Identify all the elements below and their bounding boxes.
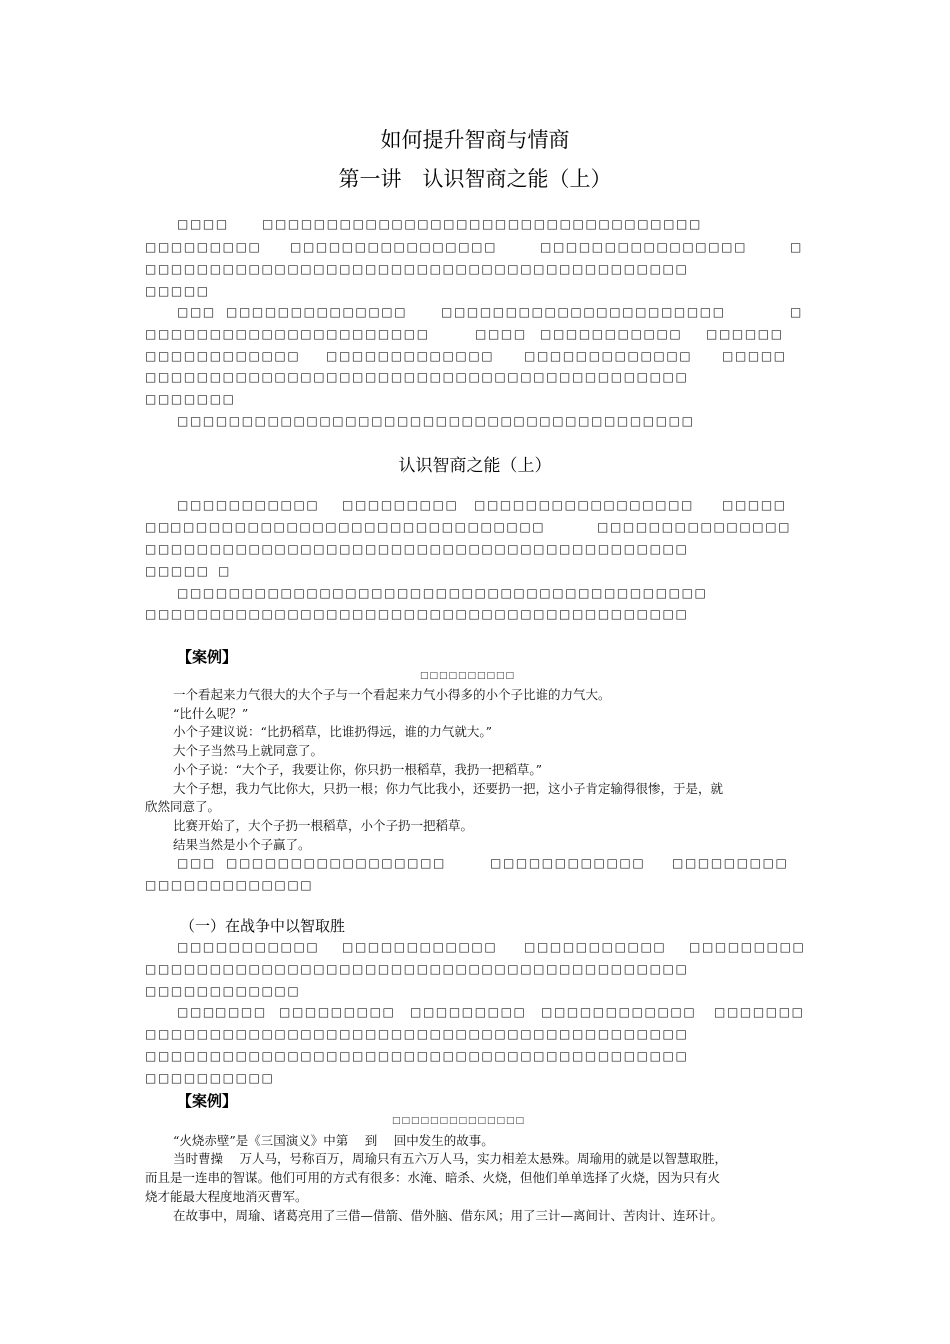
text-run: □□□□□□□□□□□	[177, 498, 320, 512]
text-run: □□□□□□□□□□□□□	[326, 349, 495, 363]
text-run: □□□□□□□□□	[342, 498, 459, 512]
paragraph-line: □□□□□	[145, 284, 210, 298]
case-text-line: “比什么呢？”	[173, 706, 249, 721]
case-caption: □□□□□□□□□□	[420, 671, 516, 681]
paragraph-line: □□□□□□□□□□□□□□□□□□□□□□□□□□□□□□□□□□□□□□□□	[177, 414, 695, 428]
text-run: □□□□□□□□□□□□□□□□	[540, 240, 748, 254]
case-text-line: 小个子建议说：“比扔稻草，比谁扔得远，谁的力气就大。”	[173, 724, 493, 739]
case-label: 【案例】	[177, 1092, 238, 1110]
paragraph-line: □□□□□□□□□□□□□□□□□□□□□□□□□□□□□□□□□□□□□□□□□□	[145, 962, 689, 976]
text-run: □	[218, 564, 231, 578]
text-run: □□□□□□□□□□□	[524, 940, 667, 954]
text-run: □□□□□□□□□	[672, 856, 789, 870]
text-run: □□□□□□□□□□□□□□□□□□□□□□□□□□□□□□□□□□	[262, 217, 702, 231]
text-run: □□□□	[475, 327, 527, 341]
text-run: □□□□□	[722, 498, 787, 512]
case-text-line: 一个看起来力气很大的大个子与一个看起来力气小得多的小个子比谁的力气大。	[173, 687, 611, 702]
document-title: 如何提升智商与情商	[380, 128, 570, 152]
text-run: □□□□□□	[706, 327, 784, 341]
text-run: □□□□□□□□□□□□□□□□□□□□□□□□□□□□□	[170, 520, 546, 534]
text-run: □□□	[177, 305, 216, 319]
text-run: □□□□□□□□□□□□□□□□□□□□□□	[145, 327, 430, 341]
text-run: □□□□□□□□□□□□□□□□□	[474, 498, 694, 512]
paragraph-line: □□□□□□□□□□□□□□□□□□□□□□□□□□□□□□□□□□□□□□□□□□	[145, 262, 689, 276]
text-run: □□□□□□□□□□□□	[541, 1005, 697, 1019]
paragraph-line: □□□□□□□□□□□□□□□□□□□□□□□□□□□□□□□□□□□□□□□□□	[177, 586, 708, 600]
text-run: □□□□	[215, 1005, 267, 1019]
paragraph-line: □□□□□□□□□□□□□	[145, 878, 314, 892]
paragraph-line: □□□□□□□□□□	[145, 1071, 275, 1085]
subsection-title: （一）在战争中以智取胜	[180, 917, 346, 935]
text-run: □□□□□□□□□□□□	[490, 856, 646, 870]
paragraph-line: □□□□□□□□□□□□□□□□□□□□□□□□□□□□□□□□□□□□□□□□□□	[145, 370, 689, 384]
text-run: □□□□□□□□□□□	[177, 940, 320, 954]
text-run: □□□□□	[722, 349, 787, 363]
lecture-title: 第一讲 认识智商之能（上）	[338, 167, 612, 191]
case-text-line: 烧才能最大程度地消灭曹军。	[145, 1189, 308, 1204]
paragraph-line: □□□□□□□□□□□□□□□□□□□□□□□□□□□□□□□□□□□□□□□□□□	[145, 1049, 689, 1063]
section-title: 认识智商之能（上）	[398, 456, 552, 476]
paragraph-line: □□□□□□□□□□□□□□□□□□□□□□□□□□□□□□□□□□□□□□□□□□	[145, 1027, 689, 1041]
text-run: □□□□□□□□□	[279, 1005, 396, 1019]
case-text-line: 在故事中，周瑜、诸葛亮用了三借—借箭、借外脑、借东风；用了三计—离间计、苦肉计、连环计。	[173, 1208, 724, 1223]
text-run: □□	[145, 520, 171, 534]
text-run: □□□	[177, 856, 216, 870]
text-run: □□□□□	[145, 564, 210, 578]
text-run: □	[790, 305, 803, 319]
text-run: □□□□□□□□□□□	[540, 327, 683, 341]
case-text-line: 比赛开始了，大个子扔一根稻草，小个子扔一把稻草。	[173, 818, 474, 833]
text-run: □□□□□□□□□□□□□□□□□	[226, 856, 446, 870]
paragraph-line: □□□□□□□□□□□□□□□□□□□□□□□□□□□□□□□□□□□□□□□□□□	[145, 542, 689, 556]
paragraph-line: □□□□□□□□□□□□	[145, 984, 301, 998]
paragraph-line: □□□□□□□	[145, 392, 236, 406]
text-run: □□□□□□□	[714, 1005, 805, 1019]
text-run: □□□□□□□□□□□□□□	[226, 305, 408, 319]
case-caption: □□□□□□□□□□□□□□	[392, 1116, 526, 1126]
case-label: 【案例】	[177, 648, 238, 666]
case-text-line: 欣然同意了。	[145, 799, 221, 814]
text-run: □□□□□□□□□□□□	[342, 940, 498, 954]
paragraph-line: □□□□□□□□□□□□□□□□□□□□□□□□□□□□□□□□□□□□□□□□□□	[145, 607, 689, 621]
text-run: □□□□□□□□□□□□	[145, 349, 301, 363]
text-run: □□□□	[177, 217, 229, 231]
text-run: □□□□□□□□□□□□□□□	[597, 520, 792, 534]
text-run: □□□□□□□□□	[145, 240, 262, 254]
text-run: □□□□□□□□□□□□□□□□	[290, 240, 498, 254]
text-run: □□□□□□□□□□□□□	[524, 349, 693, 363]
case-text-line: 当时曹操 万人马，号称百万，周瑜只有五六万人马，实力相差太悬殊。周瑜用的就是以智慧取胜，	[173, 1151, 727, 1166]
case-text-line: 小个子说：“大个子，我要让你，你只扔一根稻草，我扔一把稻草。”	[173, 762, 543, 777]
text-run: □□□□□□□□□	[410, 1005, 527, 1019]
text-run: □□□	[177, 1005, 216, 1019]
case-text-line: 大个子想，我力气比你大，只扔一根；你力气比我小，还要扔一把，这小子肯定输得很惨，于是，就	[173, 781, 724, 796]
case-text-line: “火烧赤壁”是《三国演义》中第 到 回中发生的故事。	[173, 1133, 494, 1148]
case-text-line: 而且是一连串的智谋。他们可用的方式有很多：水淹、暗杀、火烧，但他们单单选择了火烧，因为只有火	[145, 1170, 721, 1185]
text-run: □□□□□□□□□□□□□□□□□□□□□□	[441, 305, 726, 319]
text-run: □	[790, 240, 803, 254]
text-run: □□□□□□□□□	[689, 940, 806, 954]
case-text-line: 结果当然是小个子赢了。	[173, 837, 311, 852]
case-text-line: 大个子当然马上就同意了。	[173, 743, 324, 758]
